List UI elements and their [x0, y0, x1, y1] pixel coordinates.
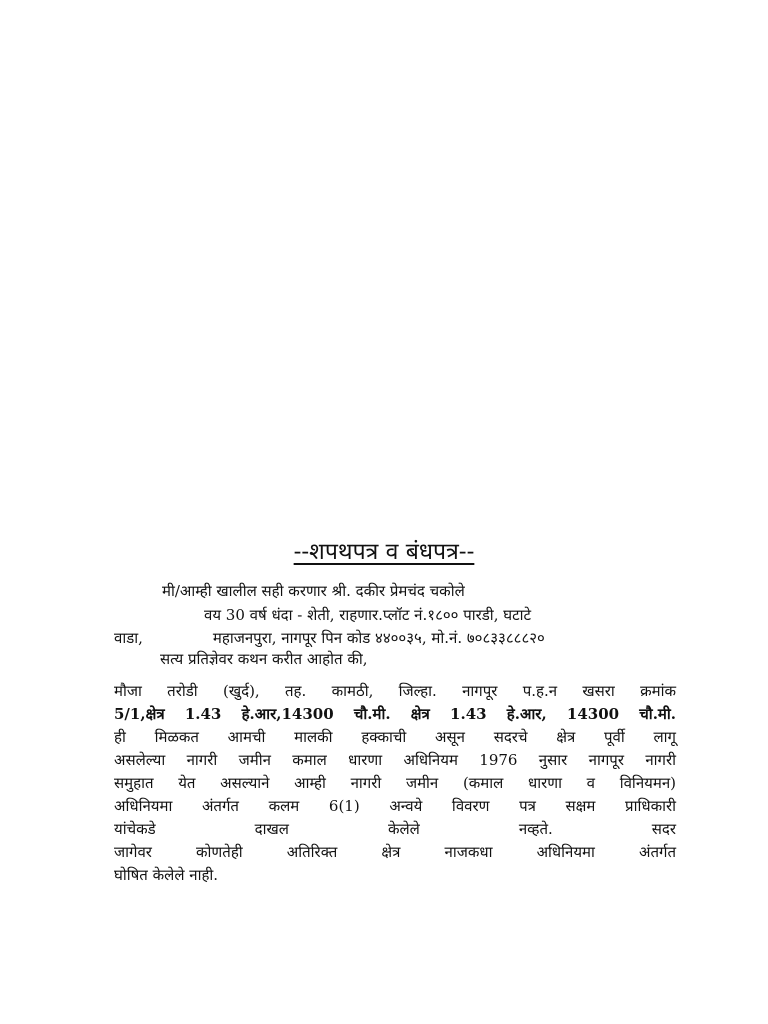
body-line: जागेवर कोणतेही अतिरिक्त क्षेत्र नाजकधा अधिनियमा अंतर्गत	[114, 843, 676, 861]
oath-statement-line: सत्य प्रतिज्ञेवर कथन करीत आहोत की,	[160, 650, 368, 668]
body-line: मौजा तरोडी (खुर्द), तह. कामठी, जिल्हा. नागपूर प.ह.न खसरा क्रमांक	[114, 682, 676, 700]
body-line: समुहात येत असल्याने आम्ही नागरी जमीन (कमाल धारणा व विनियमन)	[114, 774, 676, 792]
body-line: असलेल्या नागरी जमीन कमाल धारणा अधिनियम 1976 नुसार नागपूर नागरी	[114, 751, 676, 769]
body-line: ही मिळकत आमची मालकी हक्काची असून सदरचे क्षेत्र पूर्वी लागू	[114, 728, 676, 746]
address-word: वाडा,	[114, 629, 143, 647]
address-details: महाजनपुरा, नागपूर पिन कोड ४४००३५, मो.नं. ७०८३३८८८२०	[212, 629, 545, 647]
declarant-address-line	[114, 628, 545, 648]
body-line: यांचेकडे दाखल केलेले नव्हते. सदर	[114, 820, 676, 838]
declarant-name-line: मी/आम्ही खालील सही करणार श्री. दकीर प्रेमचंद चकोले	[162, 582, 465, 600]
document-title: --शपथपत्र व बंधपत्र--	[293, 539, 475, 565]
body-line: घोषित केलेले नाही.	[114, 866, 219, 884]
declarant-age-address-line: वय 30 वर्ष धंदा - शेती, राहणार.प्लॉट नं.१८०० पारडी, घटाटे	[204, 606, 532, 624]
body-line: अधिनियमा अंतर्गत कलम 6(1) अन्वये विवरण पत्र सक्षम प्राधिकारी	[114, 797, 676, 815]
body-line: 5/1,क्षेत्र 1.43 हे.आर,14300 चौ.मी. क्षेत्र 1.43 हे.आर, 14300 चौ.मी.	[114, 705, 676, 723]
